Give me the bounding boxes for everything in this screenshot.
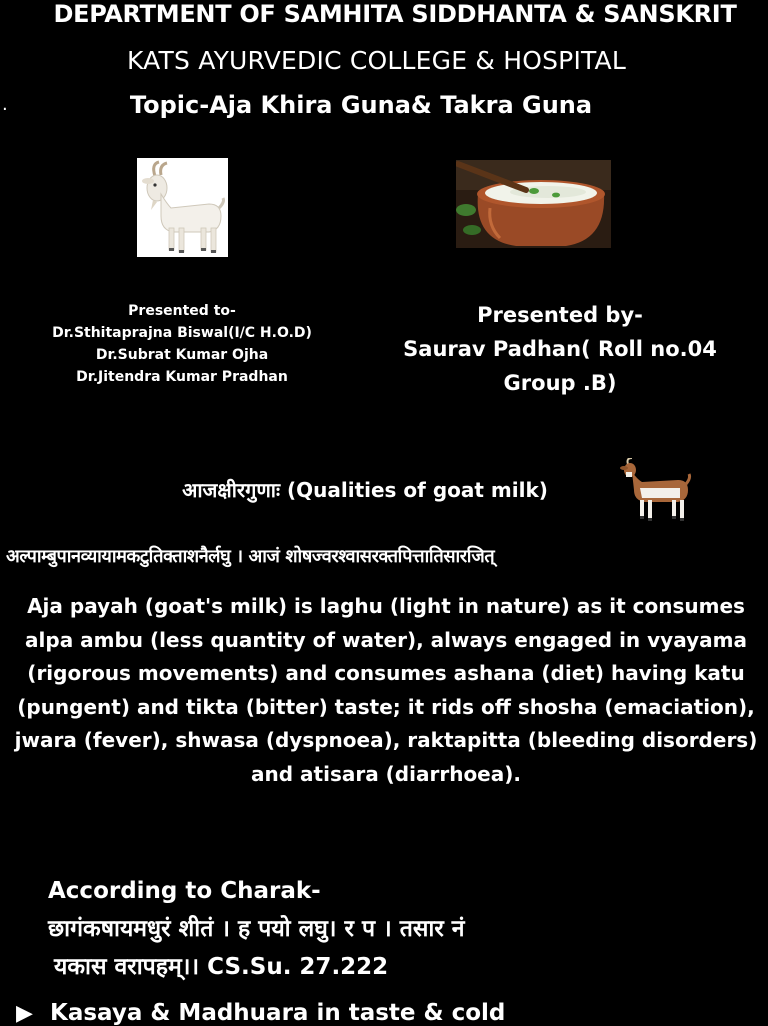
goat-image xyxy=(137,158,228,257)
presenter-name: Saurav Padhan( Roll no.04 xyxy=(403,337,717,361)
presenter-group: Group .B) xyxy=(503,371,617,395)
college-name: KATS AYURVEDIC COLLEGE & HOSPITAL xyxy=(127,46,626,75)
topic-title: Topic-Aja Khira Guna& Takra Guna xyxy=(129,91,593,119)
charak-heading: According to Charak- xyxy=(48,878,321,904)
presented-to-block xyxy=(0,300,364,388)
goat-milk-heading: आजक्षीरगुणाः (Qualities of goat milk) xyxy=(182,478,548,502)
taste-bullet xyxy=(16,1000,756,1026)
presented-by-heading: Presented by- xyxy=(477,303,643,327)
department-title: DEPARTMENT OF SAMHITA SIDDHANTA & SANSKRIT xyxy=(53,0,737,28)
goat-milk-explanation: Aja payah (goat's milk) is laghu (light in nature) as it consumes alpa ambu (less quantity of water), always engaged in vyayama (rigorous movements) and consumes ashana (diet) having katu (pungent) and tikta (bitter) taste; it rids off shosha (emaciation), jwara (fever), shwasa (dyspnoea), raktapitta (bleeding disorders) and atisara (diarrhoea). xyxy=(14,594,758,786)
taste-bullet-text: Kasaya & Madhuara in taste & cold xyxy=(50,1000,506,1026)
charak-block xyxy=(48,872,748,986)
goat-small-image xyxy=(620,458,692,524)
triangle-right-icon: ▶ xyxy=(16,1001,33,1026)
guide-name: Dr.Subrat Kumar Ojha xyxy=(95,347,269,363)
buttermilk-pot-image xyxy=(456,160,611,248)
goat-milk-shloka: अल्पाम्बुपानव्यायामकटुतिक्ताशनैर्लघु । आजं शोषज्वरश्वासरक्तपित्तातिसारजित् xyxy=(6,546,495,567)
presented-by-block xyxy=(400,298,720,400)
stray-dot: . xyxy=(2,94,8,115)
guide-name: Dr.Sthitaprajna Biswal(I/C H.O.D) xyxy=(52,325,312,341)
charak-shloka-line: छागंकषायमधुरं शीतं । ह पयो लघु। र प । तसार नं xyxy=(48,916,465,942)
guide-name: Dr.Jitendra Kumar Pradhan xyxy=(76,369,288,385)
presented-to-heading: Presented to- xyxy=(128,303,236,319)
charak-shloka-line: यकास वरापहम्।। CS.Su. 27.222 xyxy=(54,954,389,980)
